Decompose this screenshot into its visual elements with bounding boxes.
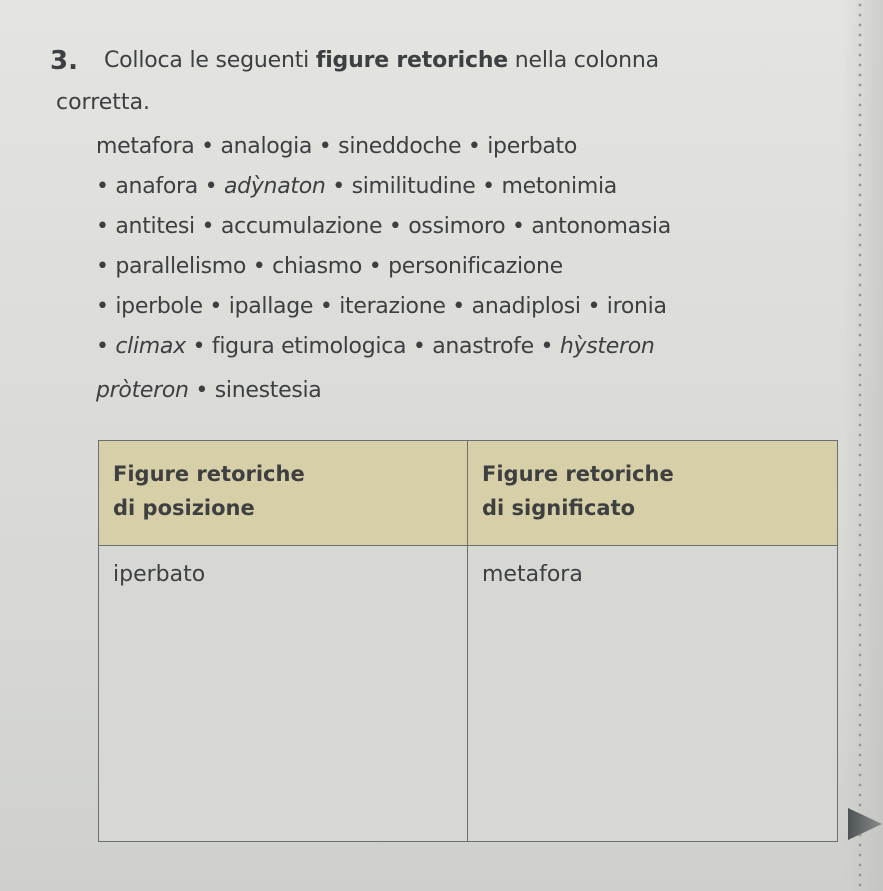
word-bank-line-3: • antitesi • accumulazione • ossimoro • antonomasia: [96, 214, 671, 239]
page-edge-dots: [856, 0, 864, 891]
word-bank-line-1: metafora • analogia • sineddoche • iperbato: [96, 134, 578, 159]
meaning-entry: metafora: [482, 562, 583, 587]
line2-pre: • anafora •: [96, 174, 224, 199]
word-bank-line-5: • iperbole • ipallage • iterazione • anadiplosi • ironia: [96, 294, 667, 319]
instruction-part1: Colloca le seguenti: [104, 48, 316, 73]
word-bank-line-2: [96, 174, 617, 199]
line6-italic-2: hỳsteron: [559, 334, 655, 359]
header2-line1: Figure retoriche: [482, 462, 674, 486]
exercise-instruction: [104, 48, 659, 73]
instruction-continuation: corretta.: [56, 90, 151, 115]
instruction-bold: figure retoriche: [315, 48, 509, 73]
right-arrow-icon: [848, 808, 882, 840]
position-entry: iperbato: [113, 562, 206, 587]
line2-italic: adỳnaton: [223, 174, 326, 199]
line6-mid: • figura etimologica • anastrofe •: [185, 334, 560, 359]
line6-italic-1: climax: [115, 334, 186, 359]
table-header-row: [99, 441, 838, 546]
header1-line1: Figure retoriche: [113, 462, 305, 486]
word-bank-line-6: [96, 334, 655, 359]
meaning-figures-cell[interactable]: [468, 546, 838, 842]
exercise-number: 3.: [50, 46, 78, 76]
header2-line2: di significato: [482, 496, 636, 520]
header1-line2: di posizione: [113, 496, 255, 520]
position-figures-cell[interactable]: [99, 546, 468, 842]
table-row: [99, 546, 838, 842]
line2-post: • similitudine • metonimia: [325, 174, 617, 199]
figures-table: [98, 440, 838, 842]
line6-pre: •: [96, 334, 116, 359]
word-bank-line-7: [96, 378, 321, 403]
header-meaning-figures: [468, 441, 838, 546]
word-bank-line-4: • parallelismo • chiasmo • personificazione: [96, 254, 563, 279]
instruction-part2: nella colonna: [508, 48, 659, 73]
line7-italic: pròteron: [96, 378, 189, 403]
header-position-figures: [99, 441, 468, 546]
line7-post: • sinestesia: [188, 378, 322, 403]
